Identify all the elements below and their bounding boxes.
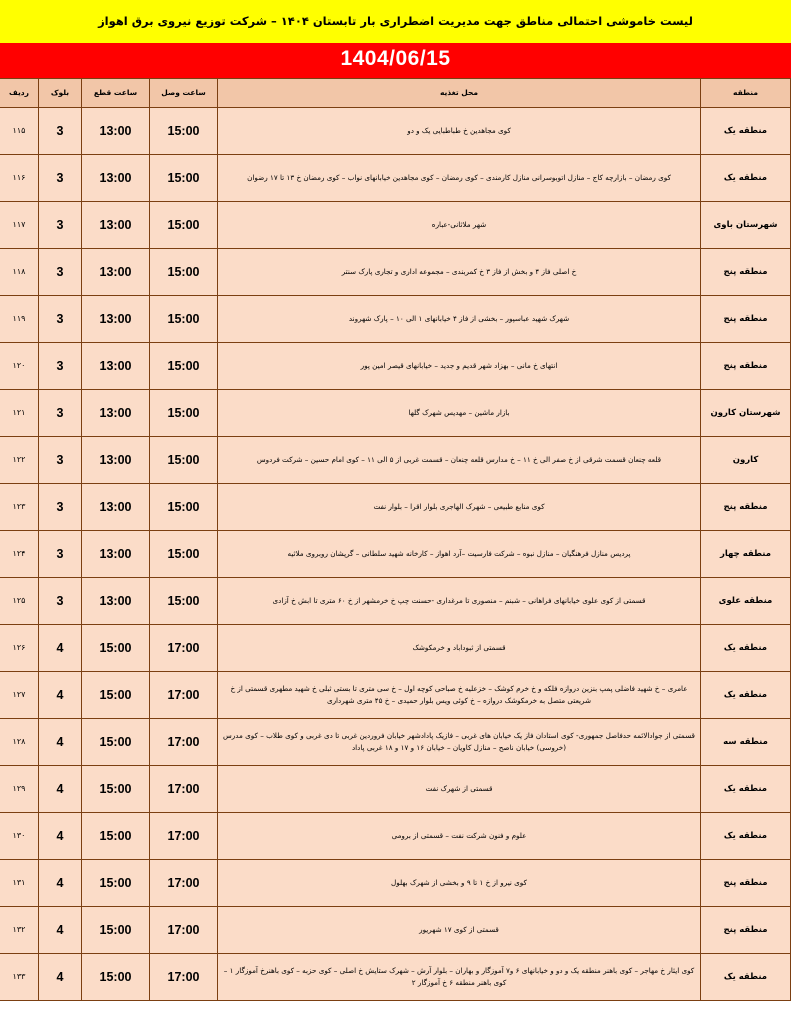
table-cell-time-off: 15:00: [82, 812, 150, 859]
table-cell-time-off: 13:00: [82, 248, 150, 295]
table-cell-row: ۱۲۹: [0, 765, 39, 812]
table-cell-time-on: 17:00: [150, 671, 218, 718]
table-cell-block: 3: [39, 107, 82, 154]
table-row: [0, 577, 791, 624]
table-cell-row: ۱۲۵: [0, 577, 39, 624]
table-cell-row: ۱۲۶: [0, 624, 39, 671]
table-row: [0, 389, 791, 436]
table-cell-time-on: 15:00: [150, 436, 218, 483]
table-row: [0, 671, 791, 718]
table-cell-block: 4: [39, 718, 82, 765]
table-cell-block: 4: [39, 812, 82, 859]
table-cell-row: ۱۳۱: [0, 859, 39, 906]
table-cell-row: ۱۳۳: [0, 953, 39, 1000]
table-cell-time-on: 15:00: [150, 154, 218, 201]
table-cell-row: ۱۳۰: [0, 812, 39, 859]
table-cell-location: قلعه چنعان قسمت شرقی از خ صفر الی خ ۱۱ – خ مدارس قلعه چنعان – قسمت غربی از ۵ الی ۱۱ – کوی امام حسین – شرکت فردوس: [218, 436, 701, 483]
table-row: [0, 201, 791, 248]
table-cell-block: 3: [39, 342, 82, 389]
table-cell-row: ۱۱۶: [0, 154, 39, 201]
table-row: [0, 295, 791, 342]
table-cell-region: منطقه پنج: [701, 248, 791, 295]
page-title: لیست خاموشی احتمالی مناطق جهت مدیریت اضطراری بار تابستان ۱۴۰۴ – شرکت توزیع نیروی برق اهواز: [0, 0, 791, 43]
table-cell-location: پردیس منازل فرهنگیان – منازل نبوه – شرکت فارسیت –آرد اهواز – کارخانه شهید سلطانی – گرپشان روبروی ملاثیه: [218, 530, 701, 577]
table-cell-block: 4: [39, 624, 82, 671]
column-header-time-on: ساعت وصل: [150, 78, 218, 107]
table-cell-region: منطقه یک: [701, 154, 791, 201]
table-cell-time-off: 13:00: [82, 389, 150, 436]
table-cell-location: قسمتی از کوی علوی خیابانهای فراهانی – شبنم – منصوری تا مرغداری -حسنت چپ خ خرمشهر از خ ۶۰ متری تا ابش خ آزادی: [218, 577, 701, 624]
table-row: [0, 483, 791, 530]
table-row: [0, 765, 791, 812]
table-header: [0, 78, 791, 107]
table-cell-location: کوی ایثار خ مهاجر – کوی باهنر منطقه یک و دو و خیابانهای ۶ و۷ آموزگار و بهاران – بلوار آرش – شهرک ستایش خ اصلی – کوی حزبه – کوی باهنرخ آموزگار ۱ – کوی باهنر منطقه ۶ خ آموزگار ۲: [218, 953, 701, 1000]
table-row: [0, 248, 791, 295]
table-cell-block: 3: [39, 436, 82, 483]
table-cell-time-off: 13:00: [82, 342, 150, 389]
table-cell-location: قسمتی از کوی ۱۷ شهریور: [218, 906, 701, 953]
table-cell-block: 3: [39, 201, 82, 248]
table-row: [0, 624, 791, 671]
table-cell-time-off: 15:00: [82, 906, 150, 953]
table-cell-location: قسمتی از شهرک نفت: [218, 765, 701, 812]
table-cell-time-off: 15:00: [82, 765, 150, 812]
table-cell-time-on: 17:00: [150, 624, 218, 671]
table-cell-location: بازار ماشین – مهدیس شهرک گلها: [218, 389, 701, 436]
table-cell-location: کوی نیرو از خ ۱ تا ۹ و بخشی از شهرک بهلول: [218, 859, 701, 906]
table-cell-region: شهرستان باوی: [701, 201, 791, 248]
table-cell-region: منطقه پنج: [701, 483, 791, 530]
table-cell-region: منطقه علوی: [701, 577, 791, 624]
table-cell-block: 4: [39, 671, 82, 718]
table-cell-region: شهرستان کارون: [701, 389, 791, 436]
table-cell-time-off: 13:00: [82, 154, 150, 201]
table-cell-location: کوی مجاهدین خ طباطبایی یک و دو: [218, 107, 701, 154]
table-cell-row: ۱۱۹: [0, 295, 39, 342]
table-cell-region: منطقه پنج: [701, 859, 791, 906]
table-cell-block: 3: [39, 530, 82, 577]
table-cell-time-off: 15:00: [82, 953, 150, 1000]
table-cell-time-off: 15:00: [82, 859, 150, 906]
table-header-row: [0, 78, 791, 107]
table-cell-location: کوی رمضان – بازارچه کاج – منازل اتوبوسرانی منازل کارمندی – کوی رمضان – کوی مجاهدین خیابانهای نواب – کوی رمضان خ ۱۳ تا ۱۷ رضوان: [218, 154, 701, 201]
table-cell-time-off: 13:00: [82, 530, 150, 577]
table-row: [0, 718, 791, 765]
table-cell-block: 4: [39, 953, 82, 1000]
table-cell-block: 4: [39, 859, 82, 906]
table-cell-region: منطقه پنج: [701, 342, 791, 389]
table-cell-location: شهرک شهید عباسپور – بخشی از فاز ۴ خیابانهای ۱ الی ۱۰ – پارک شهروند: [218, 295, 701, 342]
table-cell-time-on: 17:00: [150, 718, 218, 765]
table-cell-row: ۱۱۵: [0, 107, 39, 154]
table-cell-time-on: 15:00: [150, 342, 218, 389]
table-cell-region: منطقه پنج: [701, 906, 791, 953]
table-row: [0, 812, 791, 859]
table-cell-time-on: 17:00: [150, 953, 218, 1000]
table-cell-time-on: 15:00: [150, 201, 218, 248]
table-row: [0, 342, 791, 389]
table-cell-time-on: 17:00: [150, 765, 218, 812]
table-cell-block: 3: [39, 577, 82, 624]
table-cell-location: عامری – خ شهید فاضلی پمپ بنزین دروازه فلکه و خ خرم کوشک – خزعلیه خ صباحی کوچه اول – خ سی متری تا بستی ثبلی خ شهید مطهری قسمتی از خ شریعتی متصل به خرمکوشک دروازه – خ کوئی ویس بلوار حمیدی – خ ۴۵ متری شهرداری: [218, 671, 701, 718]
table-cell-region: منطقه یک: [701, 624, 791, 671]
table-cell-row: ۱۲۸: [0, 718, 39, 765]
table-cell-time-on: 15:00: [150, 577, 218, 624]
table-cell-row: ۱۲۷: [0, 671, 39, 718]
table-cell-row: ۱۱۷: [0, 201, 39, 248]
table-cell-location: شهر ملاثانی-عباره: [218, 201, 701, 248]
table-cell-row: ۱۲۴: [0, 530, 39, 577]
table-cell-time-off: 15:00: [82, 624, 150, 671]
column-header-region: منطقه: [701, 78, 791, 107]
table-cell-row: ۱۳۲: [0, 906, 39, 953]
table-cell-time-off: 13:00: [82, 483, 150, 530]
table-cell-block: 4: [39, 906, 82, 953]
table-cell-block: 3: [39, 248, 82, 295]
table-cell-time-on: 17:00: [150, 812, 218, 859]
table-cell-row: ۱۲۱: [0, 389, 39, 436]
table-cell-region: کارون: [701, 436, 791, 483]
table-body: [0, 107, 791, 1000]
schedule-date: 1404/06/15: [0, 43, 791, 78]
table-row: [0, 154, 791, 201]
table-cell-time-off: 13:00: [82, 436, 150, 483]
table-cell-row: ۱۱۸: [0, 248, 39, 295]
column-header-block: بلوک: [39, 78, 82, 107]
table-cell-time-on: 15:00: [150, 530, 218, 577]
table-row: [0, 530, 791, 577]
table-cell-time-off: 15:00: [82, 718, 150, 765]
table-cell-row: ۱۲۳: [0, 483, 39, 530]
table-cell-block: 3: [39, 295, 82, 342]
table-cell-time-on: 15:00: [150, 295, 218, 342]
table-cell-time-on: 15:00: [150, 107, 218, 154]
table-cell-row: ۱۲۲: [0, 436, 39, 483]
table-row: [0, 953, 791, 1000]
table-row: [0, 906, 791, 953]
table-cell-location: خ اصلی فاز ۴ و بخش از فاز ۳ خ کمربندی – مجموعه اداری و تجاری پارک سنتر: [218, 248, 701, 295]
table-cell-location: کوی منابع طبیعی – شهرک الهاجری بلوار اقرا – بلوار نفت: [218, 483, 701, 530]
table-cell-region: منطقه یک: [701, 953, 791, 1000]
table-cell-region: منطقه یک: [701, 671, 791, 718]
outage-table: [0, 78, 791, 1001]
table-cell-time-on: 15:00: [150, 483, 218, 530]
column-header-time-off: ساعت قطع: [82, 78, 150, 107]
table-cell-time-on: 15:00: [150, 389, 218, 436]
table-cell-block: 3: [39, 483, 82, 530]
table-cell-region: منطقه یک: [701, 765, 791, 812]
table-cell-location: علوم و فنون شرکت نفت – قسمتی از برومی: [218, 812, 701, 859]
table-cell-region: منطقه یک: [701, 107, 791, 154]
table-cell-region: منطقه یک: [701, 812, 791, 859]
table-cell-block: 3: [39, 389, 82, 436]
table-cell-location: قسمتی از جوادالائمه حدفاصل جمهوری- کوی استادان فاز یک خیابان های غربی – فازیک پادادشهر خیابان فروردین غربی تا دی غربی و کوی طلاب – کوی مدرس (خروسی) خیابان ناصح – منازل کاویان – خیابان ۱۶ و ۱۷ و ۱۸ غربی پاداد: [218, 718, 701, 765]
table-cell-time-off: 13:00: [82, 295, 150, 342]
table-cell-location: انتهای خ مانی – بهزاد شهر قدیم و جدید – خیابانهای قیصر امین پور: [218, 342, 701, 389]
table-cell-region: منطقه پنج: [701, 295, 791, 342]
table-cell-time-on: 15:00: [150, 248, 218, 295]
table-cell-location: قسمتی از ثبوداباد و خرمکوشک: [218, 624, 701, 671]
table-row: [0, 436, 791, 483]
table-cell-block: 4: [39, 765, 82, 812]
column-header-location: محل تغذیه: [218, 78, 701, 107]
table-cell-time-off: 13:00: [82, 107, 150, 154]
table-row: [0, 107, 791, 154]
table-cell-time-off: 13:00: [82, 577, 150, 624]
table-row: [0, 859, 791, 906]
table-cell-block: 3: [39, 154, 82, 201]
table-cell-time-on: 17:00: [150, 906, 218, 953]
table-cell-region: منطقه چهار: [701, 530, 791, 577]
column-header-row: ردیف: [0, 78, 39, 107]
table-cell-row: ۱۲۰: [0, 342, 39, 389]
table-cell-time-off: 13:00: [82, 201, 150, 248]
table-cell-time-on: 17:00: [150, 859, 218, 906]
table-cell-region: منطقه سه: [701, 718, 791, 765]
table-cell-time-off: 15:00: [82, 671, 150, 718]
